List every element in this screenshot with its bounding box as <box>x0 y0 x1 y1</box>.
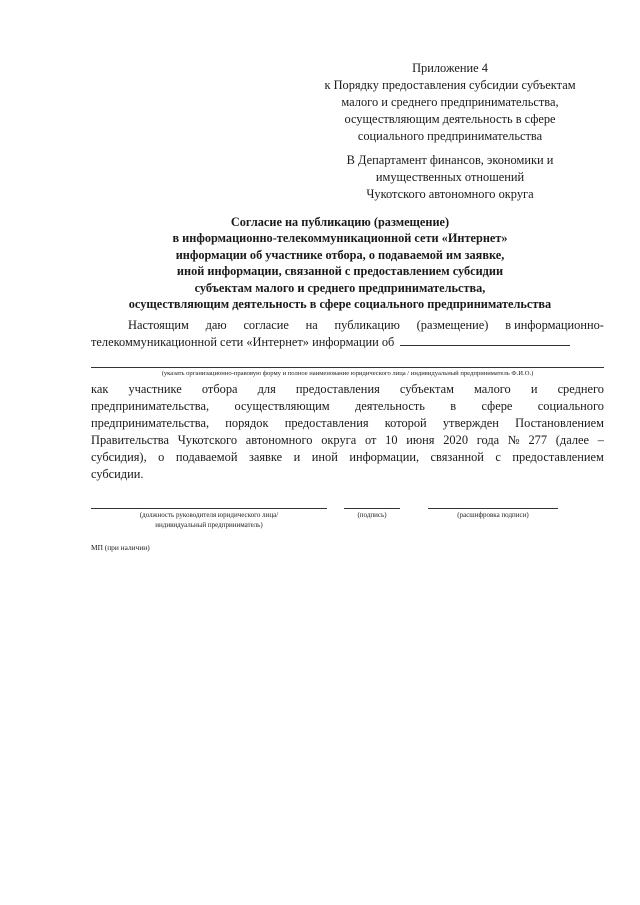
word: как <box>91 382 109 396</box>
word: связанной <box>430 450 484 464</box>
position-caption <box>91 510 327 530</box>
word: подаваемой <box>175 450 238 464</box>
body-line <box>91 449 604 466</box>
word: о <box>158 450 165 464</box>
word: Чукотского <box>177 433 238 447</box>
document-title <box>40 214 640 312</box>
word: от <box>364 433 377 447</box>
word: иной <box>311 450 338 464</box>
addressee-line: Чукотского автономного округа <box>366 187 534 201</box>
body-line <box>91 415 604 432</box>
appendix-line: к Порядку предоставления субсидии субъектам <box>324 78 576 92</box>
body-line-last <box>91 466 604 483</box>
word: которой <box>384 416 427 430</box>
appendix-header <box>300 60 600 145</box>
word: утвержден <box>442 416 499 430</box>
word: (далее <box>555 433 590 447</box>
word: предпринимательства, <box>91 416 210 430</box>
word: для <box>257 382 276 396</box>
word: субсидия), <box>91 450 147 464</box>
word: субъектам <box>399 382 454 396</box>
word: и <box>530 382 538 396</box>
title-line: осуществляющим деятельность в сфере социального предпринимательства <box>128 297 552 312</box>
word: предоставлением <box>512 450 604 464</box>
addressee-block <box>300 152 600 203</box>
signature-caption: (подпись) <box>357 511 387 519</box>
appendix-line: осуществляющим деятельность в сфере <box>344 112 556 126</box>
word: 277 <box>528 433 548 447</box>
decoding-caption: (расшифровка подписи) <box>457 511 529 519</box>
word: сфере <box>481 399 513 413</box>
word: округа <box>321 433 357 447</box>
word: года <box>476 433 500 447</box>
word: согласие <box>243 318 289 332</box>
word: с <box>495 450 501 464</box>
position-caption-line: (должность руководителя юридического лица/ <box>139 511 279 519</box>
organization-name-field-continued[interactable] <box>91 353 604 368</box>
appendix-line: Приложение 4 <box>412 61 488 75</box>
body-justified-lines <box>91 381 604 466</box>
word: Правительства <box>91 433 169 447</box>
word: среднего <box>557 382 604 396</box>
word: осуществляющим <box>234 399 330 413</box>
word: предоставления <box>284 416 369 430</box>
body-line <box>91 381 604 398</box>
word: Постановлением <box>515 416 604 430</box>
position-field[interactable] <box>91 498 327 509</box>
word: (размещение) <box>416 318 489 332</box>
body-text-span: субсидии. <box>91 467 144 481</box>
word: порядок <box>225 416 269 430</box>
word: 2020 <box>443 433 469 447</box>
addressee-line: имущественных отношений <box>375 170 525 184</box>
word: № <box>507 433 520 447</box>
consent-body <box>91 317 604 483</box>
title-line: информации об участнике отбора, о подаваемой им заявке, <box>175 247 505 262</box>
word: заявке <box>248 450 283 464</box>
word: отбора <box>201 382 238 396</box>
title-line: в информационно-телекоммуникационной сети «Интернет» <box>172 231 508 246</box>
word: социального <box>537 399 604 413</box>
word: участнике <box>128 382 182 396</box>
body-line-first <box>91 317 604 334</box>
word: предпринимательства, <box>91 399 210 413</box>
word: и <box>293 450 301 464</box>
appendix-line: малого и среднего предпринимательства, <box>341 95 559 109</box>
word: Настоящим <box>128 318 189 332</box>
signature-field[interactable] <box>344 498 400 509</box>
word: малого <box>474 382 511 396</box>
word: информации, <box>349 450 420 464</box>
organization-name-caption: (указать организационно-правовую форму и полное наименование юридического лица / индивидуальный предприниматель Ф.И.О.) <box>161 370 534 377</box>
title-line: иной информации, связанной с предоставлением субсидии <box>176 264 504 279</box>
position-caption-line: индивидуальный предприниматель) <box>155 521 263 529</box>
word: даю <box>205 318 227 332</box>
stamp-note: МП (при наличии) <box>91 543 150 552</box>
word: на <box>305 318 318 332</box>
body-line <box>91 398 604 415</box>
appendix-line: социального предпринимательства <box>357 129 543 143</box>
title-line: субъектам малого и среднего предпринимательства, <box>194 280 486 295</box>
body-line <box>91 432 604 449</box>
body-text-span: телекоммуникационной сети «Интернет» информации об <box>91 335 395 349</box>
word: июня <box>406 433 435 447</box>
word: предоставления <box>295 382 380 396</box>
word: в <box>450 399 457 413</box>
word: 10 <box>385 433 398 447</box>
signature-decoding-field[interactable] <box>428 498 558 509</box>
word: деятельность <box>354 399 425 413</box>
title-line: Согласие на публикацию (размещение) <box>230 215 450 229</box>
organization-name-field[interactable] <box>400 334 570 346</box>
word: в информационно- <box>505 318 604 332</box>
word: – <box>597 433 604 447</box>
body-line-second <box>91 334 604 351</box>
addressee-line: В Департамент финансов, экономики и <box>346 153 554 167</box>
word: публикацию <box>334 318 400 332</box>
word: автономного <box>245 433 313 447</box>
